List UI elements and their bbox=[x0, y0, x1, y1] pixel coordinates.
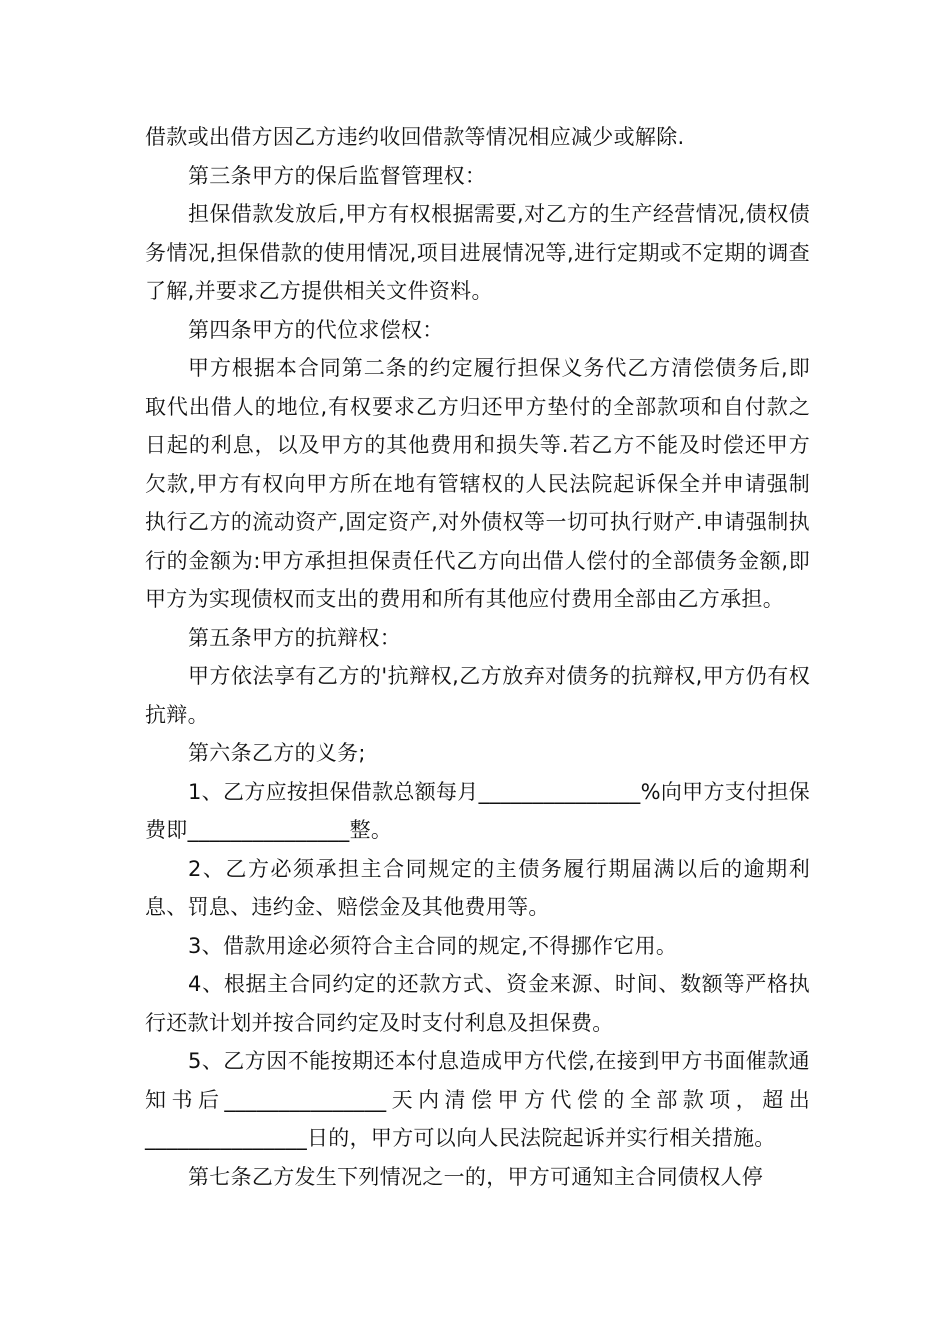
document-body bbox=[145, 118, 810, 1196]
article-6-item-1: 1、乙方应按担保借款总额每月_______________%向甲方支付担保费即_______________整。 bbox=[145, 779, 810, 842]
article-6-heading: 第六条乙方的义务; bbox=[188, 741, 366, 765]
article-5-body: 甲方依法享有乙方的'抗辩权,乙方放弃对债务的抗辩权,甲方仍有权抗辩。 bbox=[145, 664, 810, 727]
article-6-item-4: 4、根据主合同约定的还款方式、资金来源、时间、数额等严格执行还款计划并按合同约定及时支付利息及担保费。 bbox=[145, 972, 810, 1035]
paragraph-continuation: 借款或出借方因乙方违约收回借款等情况相应减少或解除. bbox=[145, 125, 685, 149]
article-3-body: 担保借款发放后,甲方有权根据需要,对乙方的生产经营情况,债权债务情况,担保借款的使用情况,项目进展情况等,进行定期或不定期的调查了解,并要求乙方提供相关文件资料。 bbox=[145, 202, 810, 303]
article-5-heading: 第五条甲方的抗辩权： bbox=[188, 625, 401, 650]
article-7-heading: 第七条乙方发生下列情况之一的，甲方可通知主合同债权人停 bbox=[188, 1164, 764, 1189]
article-4-heading: 第四条甲方的代位求偿权： bbox=[188, 317, 444, 342]
article-6-item-2: 2、乙方必须承担主合同规定的主债务履行期届满以后的逾期利息、罚息、违约金、赔偿金及其他费用等。 bbox=[145, 856, 810, 919]
article-6-item-5: 5、乙方因不能按期还本付息造成甲方代偿,在接到甲方书面催款通知书后_______________天内清偿甲方代偿的全部款项，超出_______________日的，甲方可以向人民法院起诉并实行相关措施。 bbox=[145, 1049, 810, 1150]
article-4-body: 甲方根据本合同第二条的约定履行担保义务代乙方清偿债务后,即取代出借人的地位,有权要求乙方归还甲方垫付的全部款项和自付款之日起的利息，以及甲方的其他费用和损失等.若乙方不能及时偿还甲方欠款,甲方有权向甲方所在地有管辖权的人民法院起诉保全并申请强制执行乙方的流动资产,固定资产,对外债权等一切可执行财产.申请强制执行的金额为:甲方承担担保责任代乙方向出借人偿付的全部债务金额,即甲方为实现债权而支出的费用和所有其他应付费用全部由乙方承担。 bbox=[145, 356, 810, 611]
article-3-heading: 第三条甲方的保后监督管理权： bbox=[188, 163, 487, 188]
article-6-item-3: 3、借款用途必须符合主合同的规定,不得挪作它用。 bbox=[188, 933, 678, 958]
